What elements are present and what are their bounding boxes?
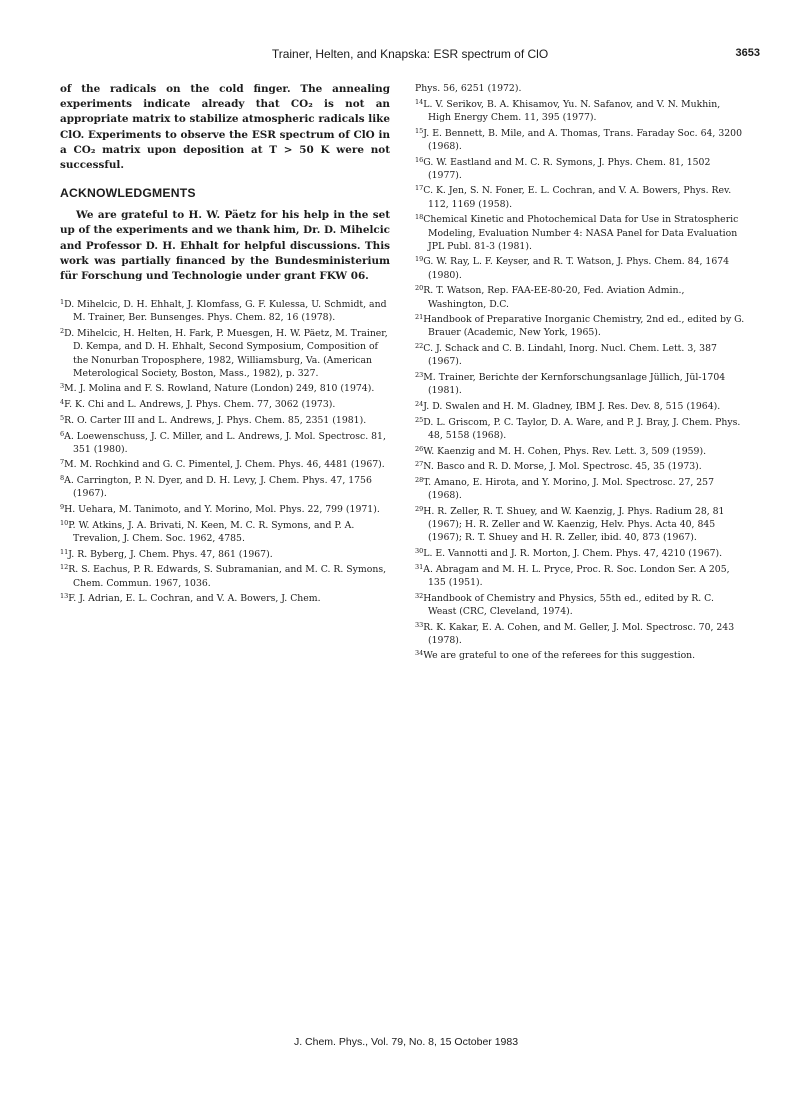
reference-number: 10: [60, 518, 69, 527]
reference-list-right: [415, 82, 745, 663]
reference-number: 14: [415, 97, 424, 106]
reference-text: L. E. Vannotti and J. R. Morton, J. Chem. Phys. 47, 4210 (1967).: [423, 548, 723, 559]
reference-number: 29: [415, 504, 424, 513]
reference-number: 15: [415, 126, 424, 135]
reference-item: [415, 154, 745, 182]
reference-number: 27: [415, 460, 424, 469]
reference-item: [60, 412, 390, 427]
reference-item: [60, 501, 390, 516]
acknowledgments-text: We are grateful to H. W. Päetz for his help in the set up of the experiments and we thank him, Dr. D. Mihelcic and Professor D. H. Ehhalt for helpful discussions. This work was partially financed by the Bundesministerium für Forschung und Technologie under grant FKW 06.: [60, 209, 390, 283]
reference-number: 7: [60, 458, 65, 467]
acknowledgments-heading: ACKNOWLEDGMENTS: [60, 186, 196, 201]
reference-number: 8: [60, 474, 65, 483]
reference-item: [60, 456, 390, 471]
reference-text: H. Uehara, M. Tanimoto, and Y. Morino, Mol. Phys. 22, 799 (1971).: [64, 504, 380, 516]
reference-item: [415, 398, 745, 413]
reference-text: We are grateful to one of the referees for this suggestion.: [423, 650, 696, 662]
reference-item: [415, 282, 745, 310]
reference-item: [415, 182, 745, 210]
reference-text: N. Basco and R. D. Morse, J. Mol. Spectrosc. 45, 35 (1973).: [423, 461, 702, 473]
reference-text: D. Mihelcic, D. H. Ehhalt, J. Klomfass, G. F. Kulessa, U. Schmidt, and M. Trainer, Ber. Bunsenges. Phys. Chem. 82, 16 (1978).: [64, 299, 387, 324]
reference-text: M. J. Molina and F. S. Rowland, Nature (London) 249, 810 (1974).: [64, 383, 375, 395]
reference-number: 1: [60, 298, 65, 307]
reference-number: 2: [60, 327, 65, 336]
reference-number: 12: [60, 563, 69, 572]
reference-number: 17: [415, 184, 424, 193]
reference-item: [60, 472, 390, 500]
reference-item: [415, 590, 745, 618]
reference-text: C. K. Jen, S. N. Foner, E. L. Cochran, and V. A. Bowers, Phys. Rev. 112, 1169 (1958).: [423, 185, 732, 210]
reference-number: 22: [415, 342, 424, 351]
reference-text: J. R. Byberg, J. Chem. Phys. 47, 861 (1967).: [68, 548, 273, 560]
reference-text: A. Carrington, P. N. Dyer, and D. H. Levy, J. Chem. Phys. 47, 1756 (1967).: [64, 475, 372, 500]
reference-text: G. W. Ray, L. F. Keyser, and R. T. Watson, J. Phys. Chem. 84, 1674 (1980).: [423, 256, 730, 281]
reference-text: Handbook of Chemistry and Physics, 55th ed., edited by R. C. Weast (CRC, Cleveland, 1974).: [423, 592, 714, 617]
reference-number: 34: [415, 649, 424, 658]
reference-item: [415, 503, 745, 545]
reference-text: J. E. Bennett, B. Mile, and A. Thomas, Trans. Faraday Soc. 64, 3200 (1968).: [423, 127, 742, 152]
reference-number: 3: [60, 382, 65, 391]
reference-number: 33: [415, 620, 424, 629]
reference-item: [60, 325, 390, 380]
reference-item: [415, 561, 745, 589]
reference-item: [415, 253, 745, 281]
reference-text: Phys. 56, 6251 (1972).: [415, 83, 522, 94]
reference-item: [60, 396, 390, 411]
reference-text: F. K. Chi and L. Andrews, J. Phys. Chem. 77, 3062 (1973).: [64, 399, 336, 411]
reference-item: [415, 545, 745, 560]
reference-number: 11: [60, 547, 69, 556]
reference-text: Chemical Kinetic and Photochemical Data for Use in Stratospheric Modeling, Evaluation Number 4: NASA Panel for Data Evaluation JPL Publ. 81-3 (1981).: [423, 214, 739, 252]
reference-text: M. M. Rochkind and G. C. Pimentel, J. Chem. Phys. 46, 4481 (1967).: [64, 459, 385, 471]
reference-text: A. Abragam and M. H. L. Pryce, Proc. R. Soc. London Ser. A 205, 135 (1951).: [423, 563, 730, 588]
reference-text: G. W. Eastland and M. C. R. Symons, J. Phys. Chem. 81, 1502 (1977).: [423, 156, 711, 181]
running-title: Trainer, Helten, and Knapska: ESR spectrum of ClO: [271, 47, 549, 61]
reference-item: [60, 296, 390, 324]
reference-number: 28: [415, 475, 424, 484]
right-column: [415, 82, 745, 663]
reference-number: 16: [415, 155, 424, 164]
reference-text: R. S. Eachus, P. R. Edwards, S. Subramanian, and M. C. R. Symons, Chem. Commun. 1967, 1036.: [68, 564, 387, 589]
left-column: [60, 82, 390, 606]
reference-item: [60, 428, 390, 456]
reference-number: 26: [415, 444, 424, 453]
reference-text: R. O. Carter III and L. Andrews, J. Phys. Chem. 85, 2351 (1981).: [64, 414, 367, 426]
intro-paragraph: of the radicals on the cold finger. The annealing experiments indicate already that CO₂ is not an appropriate matrix to stabilize atmospheric radicals like ClO. Experiments to observe the ESR spectrum of ClO in a CO₂ matrix upon deposition at T > 50 K were not successful.: [60, 83, 390, 172]
journal-footer: J. Chem. Phys., Vol. 79, No. 8, 15 October 1983: [293, 1036, 519, 1048]
reference-item: [415, 340, 745, 368]
reference-item: [415, 211, 745, 253]
reference-item: [415, 443, 745, 458]
reference-number: 19: [415, 255, 424, 264]
reference-number: 6: [60, 429, 65, 438]
reference-text: L. V. Serikov, B. A. Khisamov, Yu. N. Safanov, and V. N. Mukhin, High Energy Chem. 11, 395 (1977).: [423, 98, 721, 123]
reference-item: [415, 369, 745, 397]
reference-text: J. D. Swalen and H. M. Gladney, IBM J. Res. Dev. 8, 515 (1964).: [423, 400, 721, 412]
reference-text: P. W. Atkins, J. A. Brivati, N. Keen, M. C. R. Symons, and P. A. Trevalion, J. Chem. Soc. 1962, 4785.: [68, 519, 355, 544]
reference-text: C. J. Schack and C. B. Lindahl, Inorg. Nucl. Chem. Lett. 3, 387 (1967).: [423, 343, 717, 368]
reference-number: 21: [415, 313, 424, 322]
page-number: 3653: [735, 47, 760, 59]
reference-number: 20: [415, 284, 424, 293]
reference-text: W. Kaenzig and M. H. Cohen, Phys. Rev. Lett. 3, 509 (1959).: [423, 445, 707, 457]
reference-text: D. L. Griscom, P. C. Taylor, D. A. Ware, and P. J. Bray, J. Chem. Phys. 48, 5158 (1968).: [423, 416, 741, 441]
reference-number: 30: [415, 547, 424, 555]
reference-item: [60, 561, 390, 589]
reference-item: [60, 590, 390, 605]
reference-number: 25: [415, 415, 424, 424]
reference-item: [415, 82, 745, 95]
reference-text: F. J. Adrian, E. L. Cochran, and V. A. Bowers, J. Chem.: [68, 593, 321, 605]
reference-number: 5: [60, 413, 65, 422]
reference-text: A. Loewenschuss, J. C. Miller, and L. Andrews, J. Mol. Spectrosc. 81, 351 (1980).: [64, 430, 386, 455]
reference-number: 23: [415, 371, 424, 380]
reference-text: R. T. Watson, Rep. FAA-EE-80-20, Fed. Aviation Admin., Washington, D.C.: [423, 285, 685, 310]
reference-text: R. K. Kakar, E. A. Cohen, and M. Geller, J. Mol. Spectrosc. 70, 243 (1978).: [423, 621, 735, 646]
reference-item: [415, 619, 745, 647]
reference-item: [415, 458, 745, 473]
reference-item: [415, 125, 745, 153]
reference-text: H. R. Zeller, R. T. Shuey, and W. Kaenzig, J. Phys. Radium 28, 81 (1967); H. R. Zeller and W. Kaenzig, Helv. Phys. Acta 40, 845 (1967); R. T. Shuey and H. R. Zeller, ibid. 40, 873 (1967).: [423, 505, 725, 544]
reference-item: [415, 311, 745, 339]
reference-text: T. Amano, E. Hirota, and Y. Morino, J. Mol. Spectrosc. 27, 257 (1968).: [423, 476, 715, 502]
reference-item: [60, 546, 390, 561]
reference-number: 18: [415, 213, 424, 222]
reference-text: D. Mihelcic, H. Helten, H. Fark, P. Muesgen, H. W. Päetz, M. Trainer, D. Kempa, and D. H. Ehhalt, Second Symposium, Composition of the Nonurban Troposphere, 1982, Williamsburg, Va. (American Meterological Society, Boston, Mass., 1982), p. 327.: [64, 328, 388, 379]
reference-number: 4: [60, 398, 65, 407]
reference-list-left: [60, 296, 390, 605]
reference-item: [60, 380, 390, 395]
reference-item: [415, 474, 745, 502]
reference-item: [415, 647, 745, 662]
reference-text: M. Trainer, Berichte der Kernforschungsanlage Jüllich, Jül-1704 (1981).: [423, 372, 726, 397]
reference-number: 24: [415, 399, 424, 408]
reference-number: 31: [415, 562, 424, 571]
reference-item: [415, 414, 745, 442]
reference-item: [60, 517, 390, 545]
reference-text: Handbook of Preparative Inorganic Chemistry, 2nd ed., edited by G. Brauer (Academic, New York, 1965).: [423, 314, 745, 339]
running-header: [60, 47, 760, 67]
reference-number: 13: [60, 592, 69, 601]
reference-item: [415, 96, 745, 124]
reference-number: 32: [415, 591, 424, 600]
reference-number: 9: [60, 503, 65, 512]
